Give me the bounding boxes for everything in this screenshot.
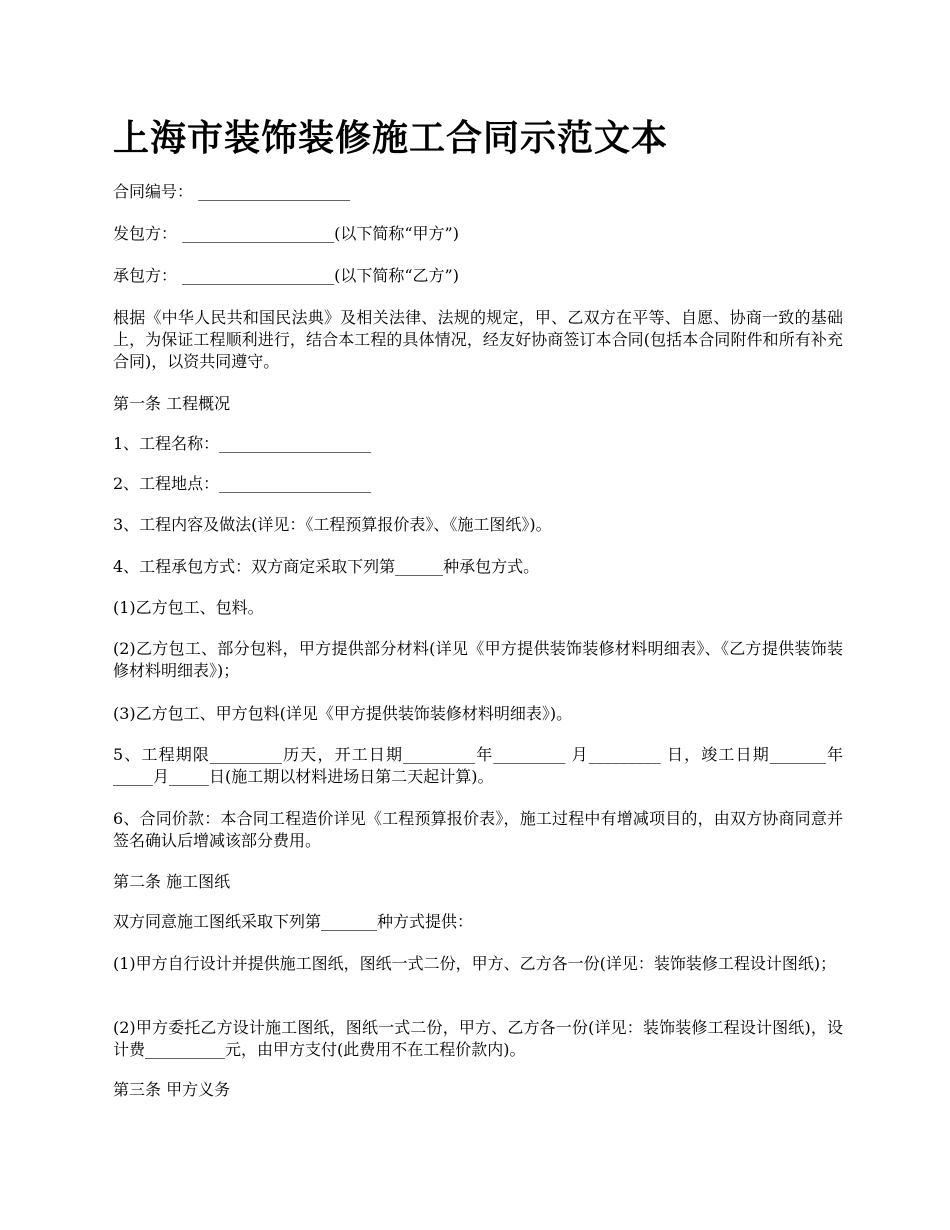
method-option-1: (1)乙方包工、包料。	[113, 598, 264, 617]
document-title: 上海市装饰装修施工合同示范文本	[113, 117, 669, 159]
preamble-paragraph: 根据《中华人民共和国民法典》及相关法律、法规的规定，甲、乙双方在平等、自愿、协商一致的基础上，为保证工程顺利进行，结合本工程的具体情况，经友好协商签订本合同(包括本合同附件和所有补充合同)，以资共同遵守。	[113, 308, 843, 371]
contract-price-paragraph: 6、合同价款：本合同工程造价详见《工程预算报价表》，施工过程中有增减项目的，由双方协商同意并签名确认后增减该部分费用。	[113, 809, 843, 850]
article-1-heading: 第一条 工程概况	[113, 394, 231, 413]
project-duration-paragraph: 5、工程期限_________历天，开工日期_________年_________ 月_________ 日，竣工日期_______年_____月_____日(施工期以材料进场日第二天起计算)。	[113, 745, 843, 786]
employer-line: 发包方： ___________________(以下简称“甲方”)	[113, 224, 459, 243]
drawings-option-1: (1)甲方自行设计并提供施工图纸，图纸一式二份，甲方、乙方各一份(详见：装饰装修工程设计图纸)；	[113, 954, 837, 973]
drawings-option-2: (2)甲方委托乙方设计施工图纸，图纸一式二份，甲方、乙方各一份(详见：装饰装修工程设计图纸)，设计费__________元，由甲方支付(此费用不在工程价款内)。	[113, 1018, 843, 1059]
method-option-2: (2)乙方包工、部分包料，甲方提供部分材料(详见《甲方提供装饰装修材料明细表》、《乙方提供装饰装修材料明细表》)；	[113, 639, 843, 680]
article-2-heading: 第二条 施工图纸	[113, 872, 231, 891]
method-option-3: (3)乙方包工、甲方包料(详见《甲方提供装饰装修材料明细表》)。	[113, 704, 573, 723]
drawings-method-line: 双方同意施工图纸采取下列第_______种方式提供：	[113, 912, 474, 931]
project-location-line: 2、工程地点：___________________	[113, 474, 372, 493]
contractor-line: 承包方： ___________________(以下简称“乙方”)	[113, 266, 459, 285]
article-3-heading: 第三条 甲方义务	[113, 1080, 231, 1099]
project-name-line: 1、工程名称：___________________	[113, 434, 372, 453]
contract-number-line: 合同编号： ___________________	[113, 182, 351, 201]
contract-method-line: 4、工程承包方式：双方商定采取下列第______种承包方式。	[113, 557, 540, 576]
project-content-line: 3、工程内容及做法(详见：《工程预算报价表》、《施工图纸》)。	[113, 515, 552, 534]
